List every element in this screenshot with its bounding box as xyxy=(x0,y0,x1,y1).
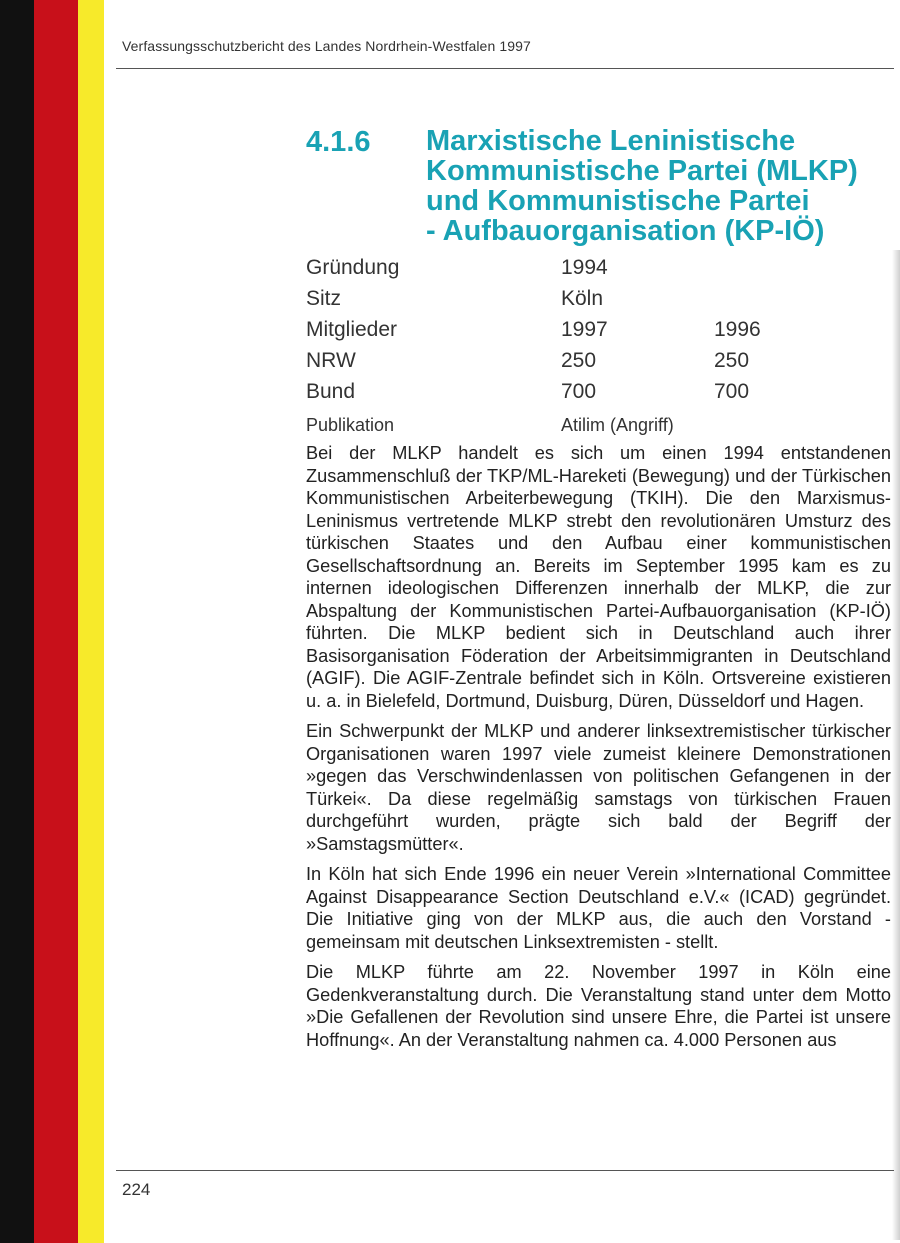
fact-row-publikation xyxy=(306,411,806,442)
fact-label: Bund xyxy=(306,380,356,403)
fact-label: Publikation xyxy=(306,415,395,435)
fact-value: 700 xyxy=(714,380,750,403)
fact-value: 1997 xyxy=(561,318,608,341)
fact-value: 700 xyxy=(561,380,597,403)
paragraph: Bei der MLKP handelt es sich um einen 1994 entstandenen Zusammenschluß der TKP/ML-Hareketi (Bewegung) und der Türkischen Kommunistischen Arbeiterbewegung (TKIH). Die den Marxismus-Leninismus vertretende MLKP strebt den revolutionären Umsturz des türkischen Staates und den Aufbau einer kommunistischen Gesellschaftsordnung an. Bereits im September 1995 kam es zu internen ideologischen Differenzen innerhalb der MLKP, die zur Abspaltung der Kommunistischen Partei-Aufbauorganisation (KP-IÖ) führten. Die MLKP bedient sich in Deutschland auch ihrer Basisorganisation Föderation der Arbeitsimmigranten in Deutschland (AGIF). Die AGIF-Zentrale befindet sich in Köln. Ortsvereine existieren u. a. in Bielefeld, Dortmund, Duisburg, Düren, Düsseldorf und Hagen. xyxy=(306,443,891,711)
paragraph: In Köln hat sich Ende 1996 ein neuer Verein »International Committee Against Disappearance Section Deutschland e.V.« (ICAD) gegründet. Die Initiative ging von der MLKP aus, die auch den Vorstand - gemeinsam mit deutschen Linksextremisten - stellt. xyxy=(306,864,891,952)
section-title-line: - Aufbauorganisation (KP-IÖ) xyxy=(426,215,825,247)
body-text xyxy=(306,442,891,1059)
page-number: 224 xyxy=(122,1180,151,1199)
flag-stripe-red xyxy=(34,0,78,1243)
header-rule xyxy=(116,68,894,69)
fact-value: 1996 xyxy=(714,318,761,341)
fact-label: NRW xyxy=(306,349,356,372)
section-title-line: Kommunistische Partei (MLKP) xyxy=(426,155,858,187)
fact-value: 1994 xyxy=(561,256,608,279)
fact-row-nrw xyxy=(306,349,806,380)
fact-value: Köln xyxy=(561,287,604,310)
page-edge-shadow xyxy=(892,250,900,1240)
fact-label: Sitz xyxy=(306,287,342,310)
fact-table xyxy=(306,256,806,442)
section-number: 4.1.6 xyxy=(306,126,371,158)
flag-stripe-black xyxy=(0,0,34,1243)
fact-row-bund xyxy=(306,380,806,411)
fact-value: 250 xyxy=(561,349,597,372)
fact-label: Mitglieder xyxy=(306,318,398,341)
section-title-line: und Kommunistische Partei xyxy=(426,185,810,217)
section-title-line: Marxistische Leninistische xyxy=(426,125,796,157)
fact-value: Atilim (Angriff) xyxy=(561,415,674,435)
fact-row-mitglieder xyxy=(306,318,806,349)
fact-value: 250 xyxy=(714,349,750,372)
running-header: Verfassungsschutzbericht des Landes Nordrhein-Westfalen 1997 xyxy=(122,38,531,54)
fact-row-sitz xyxy=(306,287,806,318)
flag-stripe-yellow xyxy=(78,0,104,1243)
fact-label: Gründung xyxy=(306,256,400,279)
paragraph: Ein Schwerpunkt der MLKP und anderer linksextremistischer türkischer Organisationen waren 1997 viele zumeist kleinere Demonstrationen »gegen das Verschwindenlassen von politischen Gefangenen in der Türkei«. Da diese regelmäßig samstags von türkischen Frauen durchgeführt wurden, prägte sich bald der Begriff der »Samstagsmütter«. xyxy=(306,721,891,854)
fact-row-gruendung xyxy=(306,256,806,287)
paragraph: Die MLKP führte am 22. November 1997 in Köln eine Gedenkveranstaltung durch. Die Veranstaltung stand unter dem Motto »Die Gefallenen der Revolution sind unsere Ehre, die Partei ist unsere Hoffnung«. An der Veranstaltung nahmen ca. 4.000 Personen aus xyxy=(306,962,891,1050)
footer-rule xyxy=(116,1170,894,1171)
section-title xyxy=(426,126,866,246)
